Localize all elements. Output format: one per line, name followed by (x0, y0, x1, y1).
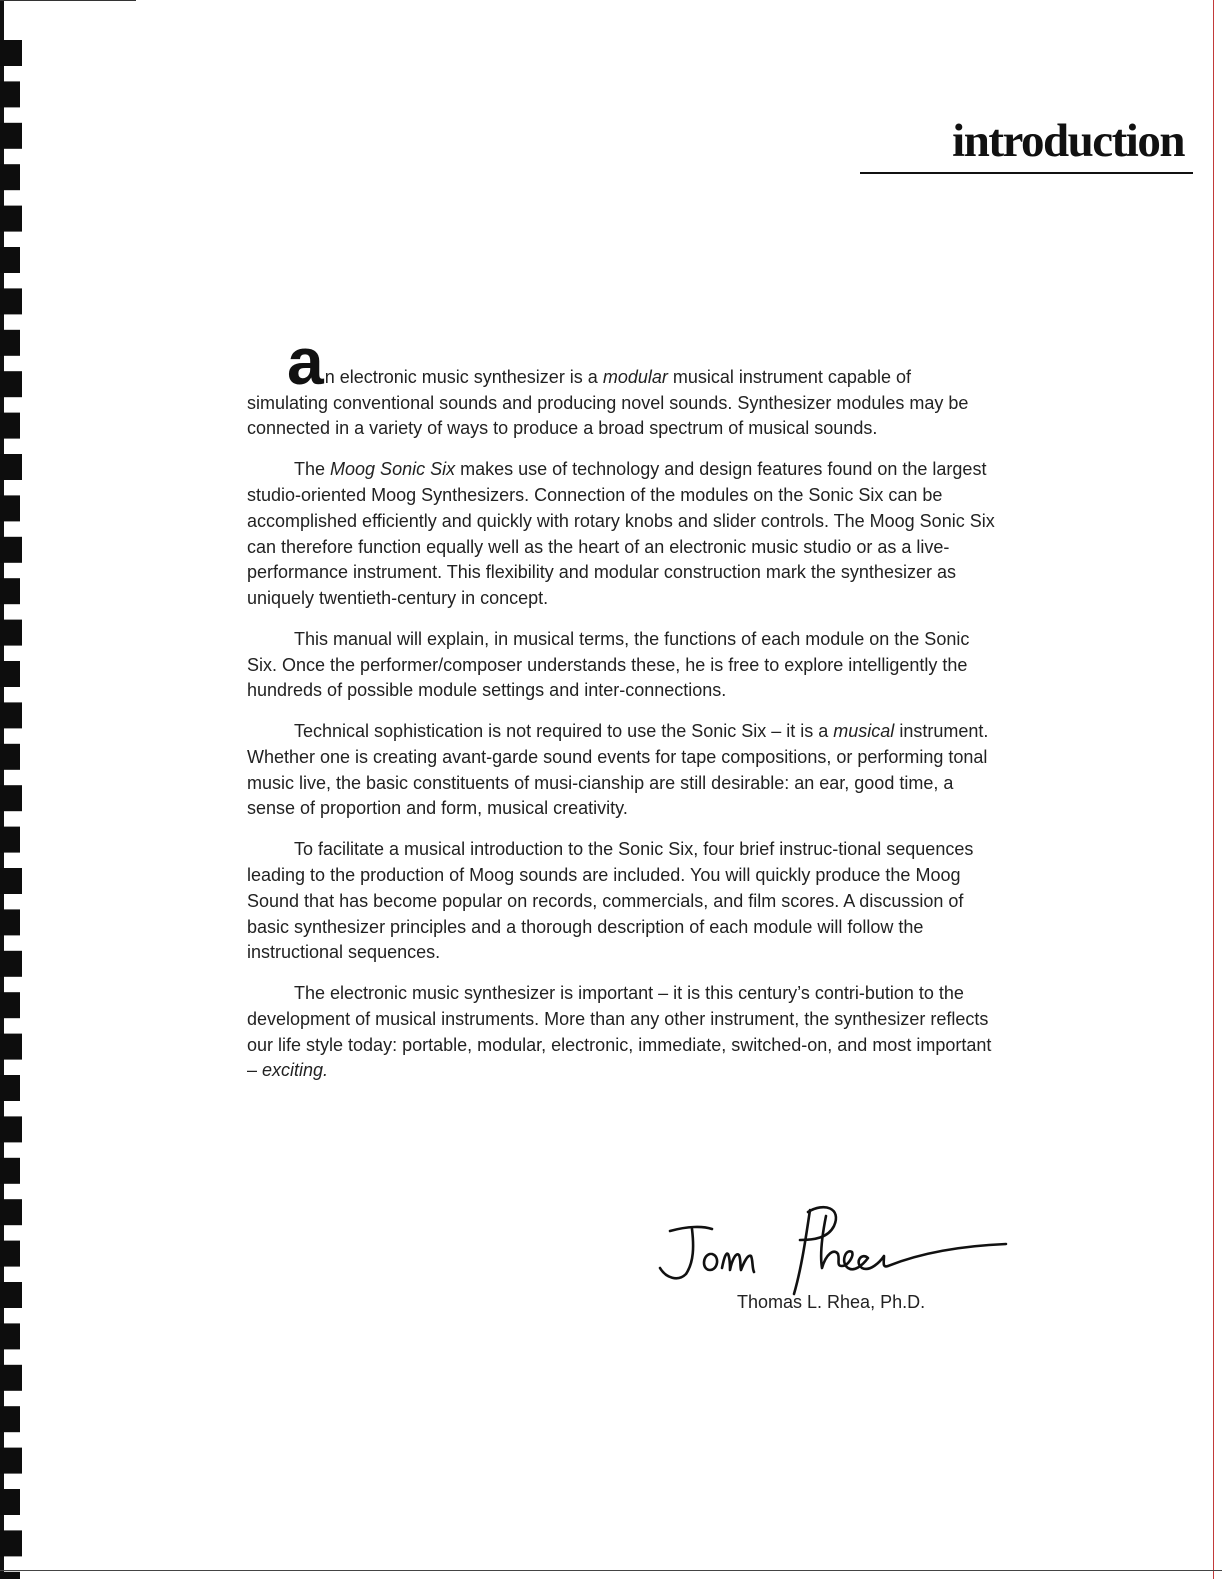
emphasized-text: modular (602, 367, 668, 387)
text-run: The (294, 459, 331, 480)
binding-ring (0, 909, 20, 935)
binding-ring (0, 744, 20, 770)
text-run: musical instrument capable of simulating conventional sounds and producing novel sounds. Synthesizer modules may be connected in a variety of ways to produce a broad spectrum of musical sounds. (247, 367, 969, 439)
text-run: Technical sophistication is not required to use the Sonic Six – it is a (294, 721, 834, 742)
binding-ring (0, 1365, 22, 1391)
scan-right-edge (1213, 0, 1214, 1579)
title-underline (860, 172, 1193, 174)
binding-ring (0, 785, 22, 811)
emphasized-text: musical (833, 721, 895, 742)
binding-ring (0, 1572, 20, 1579)
binding-ring (0, 1158, 20, 1184)
signature-stroke-r-stem (794, 1210, 810, 1294)
paragraph-3 (247, 627, 995, 704)
binding-ring (0, 578, 20, 604)
binding-ring (0, 661, 20, 687)
text-run: instrument. Whether one is creating avant-garde sound events for tape compositions, or performing tonal music live, the basic constituents of musi-cianship are still desirable: an ear, good time, a sense of proportion and form, musical creativity. (247, 721, 989, 819)
binding-ring (0, 1530, 22, 1556)
signature-stroke-hea-tail (821, 1216, 1006, 1269)
binding-ring (0, 164, 20, 190)
signature-stroke-t-stem (660, 1229, 693, 1278)
paragraph-2 (247, 457, 995, 611)
binding-ring (0, 951, 22, 977)
text-run: This manual will explain, in musical terms, the functions of each module on the Sonic Six. Once the performer/composer understands these, he is free to explore intelligently the hundreds of possible module settings and inter-connections. (247, 628, 970, 701)
text-run: makes use of technology and design features found on the largest studio-oriented Moog Synthesizers. Connection of the modules on the Sonic Six can be accomplished efficiently and quickly with rotary knobs and slider controls. The Moog Sonic Six can therefore function equally well as the heart of an electronic music studio or as a live-performance instrument. This flexibility and modular construction mark the synthesizer as uniquely twentieth-century in concept. (247, 459, 995, 608)
binding-ring (0, 1034, 22, 1060)
binding-ring (0, 537, 22, 563)
text-run: To facilitate a musical introduction to the Sonic Six, four brief instruc-tional sequences leading to the production of Moog sounds are included. You will quickly produce the Moog Sound that has become popular on records, commercials, and film scores. A discussion of basic synthesizer principles and a thorough description of each module will follow the instructional sequences. (247, 839, 974, 963)
binding-ring (0, 1116, 22, 1142)
binding-ring (0, 1282, 22, 1308)
emphasized-text: Moog Sonic Six (330, 459, 456, 480)
paragraph-6 (247, 981, 995, 1084)
page-title: introduction (952, 115, 1184, 167)
binding-ring (0, 1323, 20, 1349)
scan-top-edge (0, 0, 136, 1)
handwritten-signature (648, 1196, 1018, 1306)
binding-ring (0, 81, 20, 107)
text-run: n electronic music synthesizer is a (324, 367, 603, 387)
binding-ring (0, 371, 22, 397)
drop-cap: a (287, 324, 324, 398)
binding-ring (0, 620, 22, 646)
binding-ring (0, 330, 20, 356)
binding-ring (0, 247, 20, 273)
binding-ring (0, 1075, 20, 1101)
signature-stroke-m (722, 1254, 754, 1272)
binding-ring (0, 1406, 20, 1432)
signature-stroke-o (704, 1254, 717, 1270)
binding-ring (0, 206, 22, 232)
spiral-binding-strip (0, 0, 26, 1579)
scan-bottom-edge (0, 1570, 1222, 1571)
binding-ring (0, 40, 22, 66)
paragraph-1 (247, 324, 995, 442)
binding-ring (0, 495, 20, 521)
binding-ring (0, 1199, 22, 1225)
author-name: Thomas L. Rhea, Ph.D. (737, 1292, 926, 1312)
binding-ring (0, 827, 20, 853)
binding-ring (0, 868, 22, 894)
binding-ring (0, 413, 20, 439)
emphasized-text: exciting. (262, 1060, 329, 1081)
binding-ring (0, 1241, 20, 1267)
body-text (247, 324, 995, 1099)
binding-ring (0, 123, 22, 149)
binding-ring (0, 288, 22, 314)
binding-ring (0, 992, 20, 1018)
text-run: The electronic music synthesizer is important – it is this century’s contri-bution to the development of musical instruments. More than any other instrument, the synthesizer reflects our life style today: portable, modular, electronic, immediate, switched-on, and most important – (247, 983, 992, 1081)
binding-ring (0, 1489, 20, 1515)
binding-ring (0, 454, 22, 480)
binding-ring (0, 1448, 22, 1474)
binding-ring (0, 702, 22, 728)
paragraph-5 (247, 837, 995, 966)
paragraph-4 (247, 719, 995, 822)
